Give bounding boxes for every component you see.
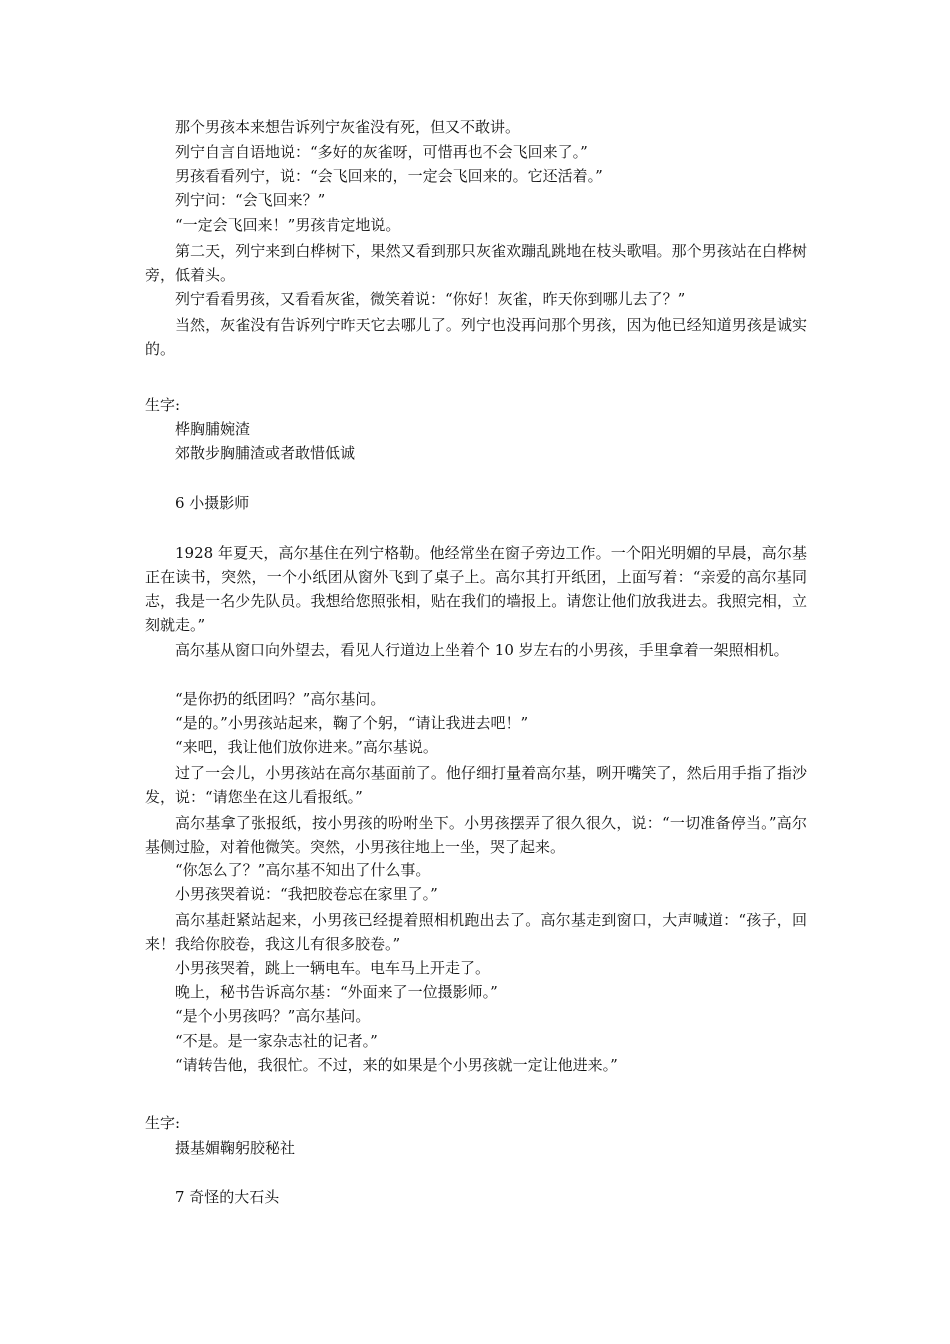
- paragraph: 高尔基拿了张报纸，按小男孩的吩咐坐下。小男孩摆弄了很久很久，说：“一切准备停当。”高尔基侧过脸，对着他微笑。突然，小男孩往地上一坐，哭了起来。: [145, 814, 807, 856]
- paragraph: 晚上，秘书告诉高尔基：“外面来了一位摄影师。”: [175, 983, 498, 1001]
- vocab-chars: 郊散步胸脯渣或者敢惜低诚: [175, 444, 356, 462]
- paragraph: 当然，灰雀没有告诉列宁昨天它去哪儿了。列宁也没再问那个男孩，因为他已经知道男孩是诚实的。: [145, 316, 807, 358]
- paragraph: “来吧，我让他们放你进来。”高尔基说。: [175, 738, 438, 756]
- paragraph: 高尔基从窗口向外望去，看见人行道边上坐着个 10 岁左右的小男孩，手里拿着一架照相机。: [175, 641, 789, 659]
- paragraph: 列宁自言自语地说：“多好的灰雀呀，可惜再也不会飞回来了。”: [175, 143, 588, 161]
- vocab-chars: 桦胸脯婉渣: [175, 420, 251, 438]
- paragraph: 那个男孩本来想告诉列宁灰雀没有死，但又不敢讲。: [175, 118, 521, 136]
- lesson-title: 7 奇怪的大石头: [175, 1188, 280, 1206]
- paragraph: 1928 年夏天，高尔基住在列宁格勒。他经常坐在窗子旁边工作。一个阳光明媚的早晨，高尔基正在读书，突然，一个小纸团从窗外飞到了桌子上。高尔其打开纸团，上面写着：“亲爱的高尔基同志，我是一名少先队员。我想给您照张相，贴在我们的墙报上。请您让他们放我进去。我照完相，立刻就走。”: [145, 544, 807, 634]
- lesson-title: 6 小摄影师: [175, 494, 250, 512]
- vocab-chars: 摄基媚鞠躬胶秘社: [175, 1139, 296, 1157]
- paragraph: “你怎么了？”高尔基不知出了什么事。: [175, 861, 431, 879]
- paragraph: 过了一会儿，小男孩站在高尔基面前了。他仔细打量着高尔基，咧开嘴笑了，然后用手指了指沙发，说：“请您坐在这儿看报纸。”: [145, 764, 807, 806]
- paragraph: 高尔基赶紧站起来，小男孩已经提着照相机跑出去了。高尔基走到窗口，大声喊道：“孩子，回来！我给你胶卷，我这儿有很多胶卷。”: [145, 911, 807, 953]
- paragraph: 小男孩哭着，跳上一辆电车。电车马上开走了。: [175, 959, 491, 977]
- paragraph: “一定会飞回来！”男孩肯定地说。: [175, 216, 401, 234]
- paragraph: “不是。是一家杂志社的记者。”: [175, 1032, 378, 1050]
- paragraph: 小男孩哭着说：“我把胶卷忘在家里了。”: [175, 885, 438, 903]
- paragraph: “请转告他，我很忙。不过，来的如果是个小男孩就一定让他进来。”: [175, 1056, 618, 1074]
- vocab-label: 生字:: [145, 1114, 181, 1132]
- paragraph: “是个小男孩吗？”高尔基问。: [175, 1007, 371, 1025]
- paragraph: 第二天，列宁来到白桦树下，果然又看到那只灰雀欢蹦乱跳地在枝头歌唱。那个男孩站在白桦树旁，低着头。: [145, 242, 807, 284]
- paragraph: “是的。”小男孩站起来，鞠了个躬，“请让我进去吧！”: [175, 714, 529, 732]
- paragraph: 列宁看看男孩，又看看灰雀，微笑着说：“你好！灰雀，昨天你到哪儿去了？”: [175, 290, 686, 308]
- paragraph: 男孩看看列宁，说：“会飞回来的，一定会飞回来的。它还活着。”: [175, 167, 603, 185]
- paragraph: “是你扔的纸团吗？”高尔基问。: [175, 690, 386, 708]
- vocab-label: 生字:: [145, 396, 181, 414]
- paragraph: 列宁问：“会飞回来？”: [175, 191, 326, 209]
